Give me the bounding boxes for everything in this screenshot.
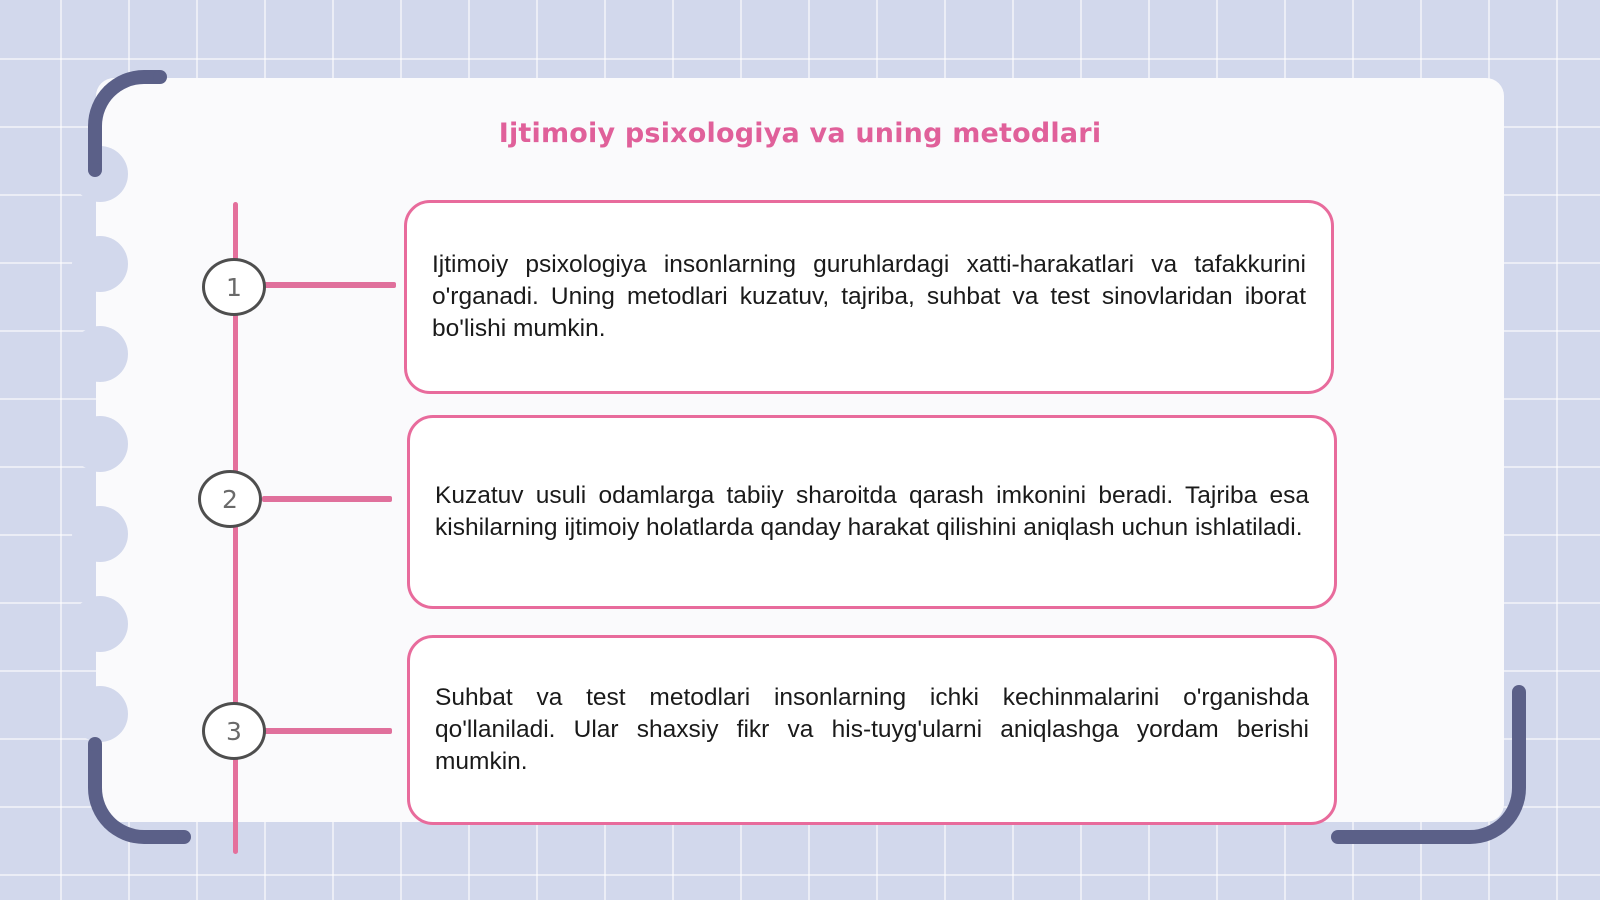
corner-bracket-bottom-left bbox=[88, 744, 184, 844]
step-text-box bbox=[404, 200, 1334, 394]
card-edge-scallop bbox=[72, 596, 128, 652]
step-description: Suhbat va test metodlari insonlarning ichki kechinmalarini o'rganishda qo'llaniladi. Ular shaxsiy fikr va his-tuyg'ularni aniqlashga yordam berishi mumkin. bbox=[435, 684, 1309, 775]
card-edge-scallop bbox=[72, 236, 128, 292]
step-description: Kuzatuv usuli odamlarga tabiiy sharoitda qarash imkonini beradi. Tajriba esa kishilarning ijtimoiy holatlarda qanday harakat qilishini aniqlash uchun ishlatiladi. bbox=[435, 482, 1309, 541]
step-number-badge: 2 bbox=[198, 470, 262, 528]
timeline-connector bbox=[264, 728, 392, 734]
card-edge-scallop bbox=[72, 686, 128, 742]
step-number-badge: 3 bbox=[202, 702, 266, 760]
step-number-badge: 1 bbox=[202, 258, 266, 316]
timeline-connector bbox=[262, 496, 392, 502]
card-edge-scallop bbox=[72, 416, 128, 472]
step-text-box bbox=[407, 635, 1337, 825]
corner-bracket-bottom-right bbox=[1338, 692, 1526, 844]
timeline-connector bbox=[264, 282, 396, 288]
slide-title: Ijtimoiy psixologiya va uning metodlari bbox=[498, 118, 1102, 149]
card-edge-scallop bbox=[72, 506, 128, 562]
step-description: Ijtimoiy psixologiya insonlarning guruhlardagi xatti-harakatlari va tafakkurini o'rganadi. Uning metodlari kuzatuv, tajriba, suhbat va test sinovlaridan iborat bo'lishi mumkin. bbox=[432, 251, 1306, 342]
card-edge-scallop bbox=[72, 326, 128, 382]
step-text-box bbox=[407, 415, 1337, 609]
